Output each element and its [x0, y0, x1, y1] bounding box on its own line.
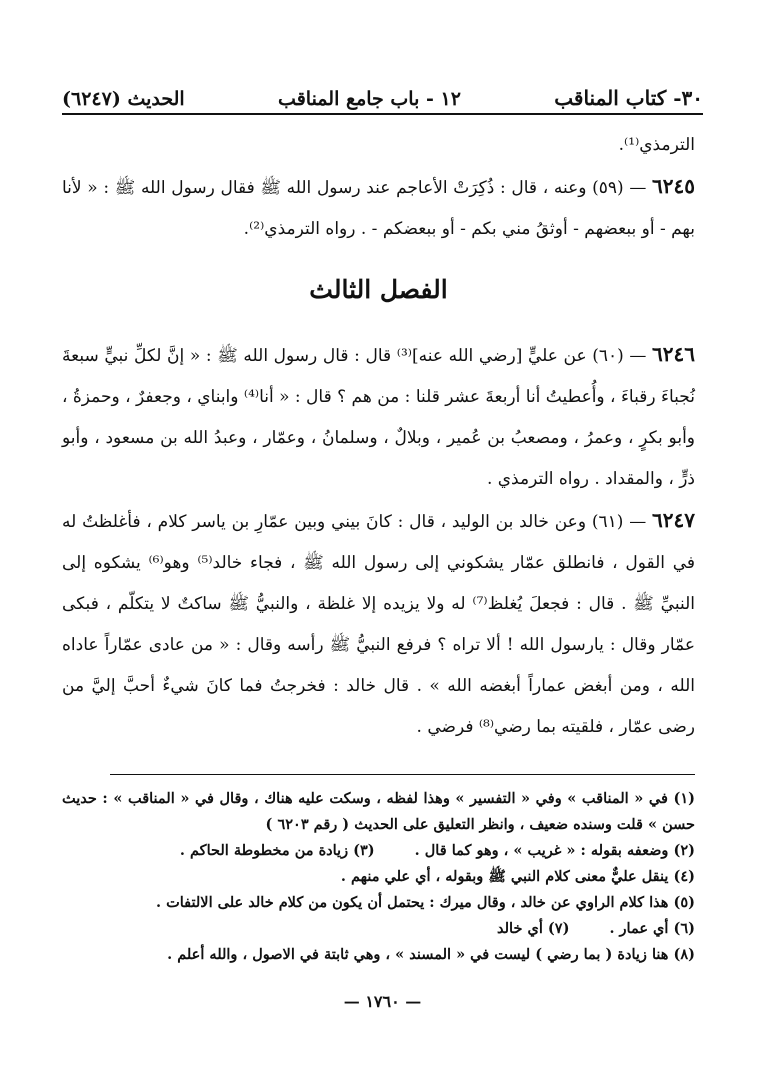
footnote-3: (٣) زيادة من مخطوطة الحاكم .: [179, 842, 375, 859]
hadith-number: ٦٢٤٦: [652, 342, 695, 366]
main-text: [62, 125, 695, 748]
hadith-number: ٦٢٤٧: [652, 508, 695, 532]
footnote-6: (٦) أي عمار .: [609, 920, 695, 937]
footnote-1: (١) في « المناقب » وفي « التفسير » وهذا لفظه ، وسكت عليه هناك ، وقال في « المناقب » : حديث حسن » قلت وسنده ضعيف ، وانظر التعليق على الحديث ( رقم ٦٢٠٣ ): [62, 790, 695, 833]
footnote-7: (٧) أي خالد: [497, 920, 570, 937]
footnote-row: [62, 838, 695, 864]
hadith-text: — (٦١) وعن خالد بن الوليد ، قال : كانَ بيني وبين عمّارِ بن ياسر كلام ، فأغلظتُ له في القول ، فانطلق عمّار يشكوني إلى رسول الله ﷺ ، فجاء خالد⁽⁵⁾ وهو⁽⁶⁾ يشكوه إلى النبيِّ ﷺ . قال : فجعلَ يُغلظ⁽⁷⁾ له ولا يزيده إلا غلظة ، والنبيُّ ﷺ ساكتٌ لا يتكلّم ، فبكى عمّار وقال : يارسول الله ! ألا تراه ؟ فرفع النبيُّ ﷺ رأسه وقال : « من عادى عمّاراً عاداه الله ، ومن أبغض عماراً أبغضه الله » . قال خالد : فخرجتُ فما كانَ شيءٌ أحبَّ إليَّ من رضى عمّار ، فلقيته بما رضي⁽⁸⁾ فرضي .: [62, 512, 696, 737]
page-number: — ١٧٦٠ —: [343, 992, 422, 1011]
hadith-text: — (٦٠) عن عليٍّ [رضي الله عنه]⁽³⁾ قال : قال رسول الله ﷺ : « إنَّ لكلِّ نبيٍّ سبعةَ نُجباءَ رقباءَ ، وأُعطيتُ أنا أربعةَ عشر قلنا : من هم ؟ قال : « أنا⁽⁴⁾ وابناي ، وجعفرٌ ، وحمزةُ ، وأبو بكرٍ ، وعمرُ ، ومصعبُ بن عُمير ، وبلالٌ ، وسلمانُ ، وعمّار ، وعبدُ الله بن مسعود ، وأبو ذرٍّ ، والمقداد . رواه الترمذي .: [62, 346, 695, 489]
hadith-6247: [62, 500, 695, 748]
footnote-4: (٤) ينقل عليٌّ معنى كلام النبي ﷺ وبقوله ، أي علي منهم .: [340, 868, 695, 885]
section-heading: الفصل الثالث: [309, 275, 448, 304]
footnote-2: (٢) وضعفه بقوله : « غريب » ، وهو كما قال .: [414, 842, 695, 859]
hadith-6246: [62, 334, 695, 500]
footnote-divider: [110, 774, 695, 775]
hadith-6245: [62, 166, 695, 250]
header-book-title: ٣٠- كتاب المناقب: [554, 86, 703, 110]
hadith-number: ٦٢٤٥: [652, 174, 695, 198]
running-header: [62, 70, 703, 110]
header-chapter-title: ١٢ - باب جامع المناقب: [278, 88, 461, 110]
header-hadith-number: الحديث (٦٢٤٧): [62, 88, 185, 110]
continuation-line: الترمذي⁽¹⁾.: [618, 135, 695, 155]
footnote-5: (٥) هذا كلام الراوي عن خالد ، وقال ميرك : يحتمل أن يكون من كلام خالد على الالتفات .: [156, 894, 695, 911]
hadith-text: — (٥٩) وعنه ، قال : ذُكِرَتْ الأعاجم عند رسول الله ﷺ فقال رسول الله ﷺ : « لأنا بهم - أو ببعضهم - أوثقُ مني بكم - أو ببعضكم - . رواه الترمذي⁽²⁾.: [62, 178, 695, 239]
footnotes: [62, 786, 695, 968]
header-divider: [62, 113, 703, 115]
footnote-row: [62, 916, 695, 942]
footnote-8: (٨) هنا زيادة ( بما رضي ) ليست في « المسند » ، وهي ثابتة في الاصول ، والله أعلم .: [167, 946, 695, 963]
